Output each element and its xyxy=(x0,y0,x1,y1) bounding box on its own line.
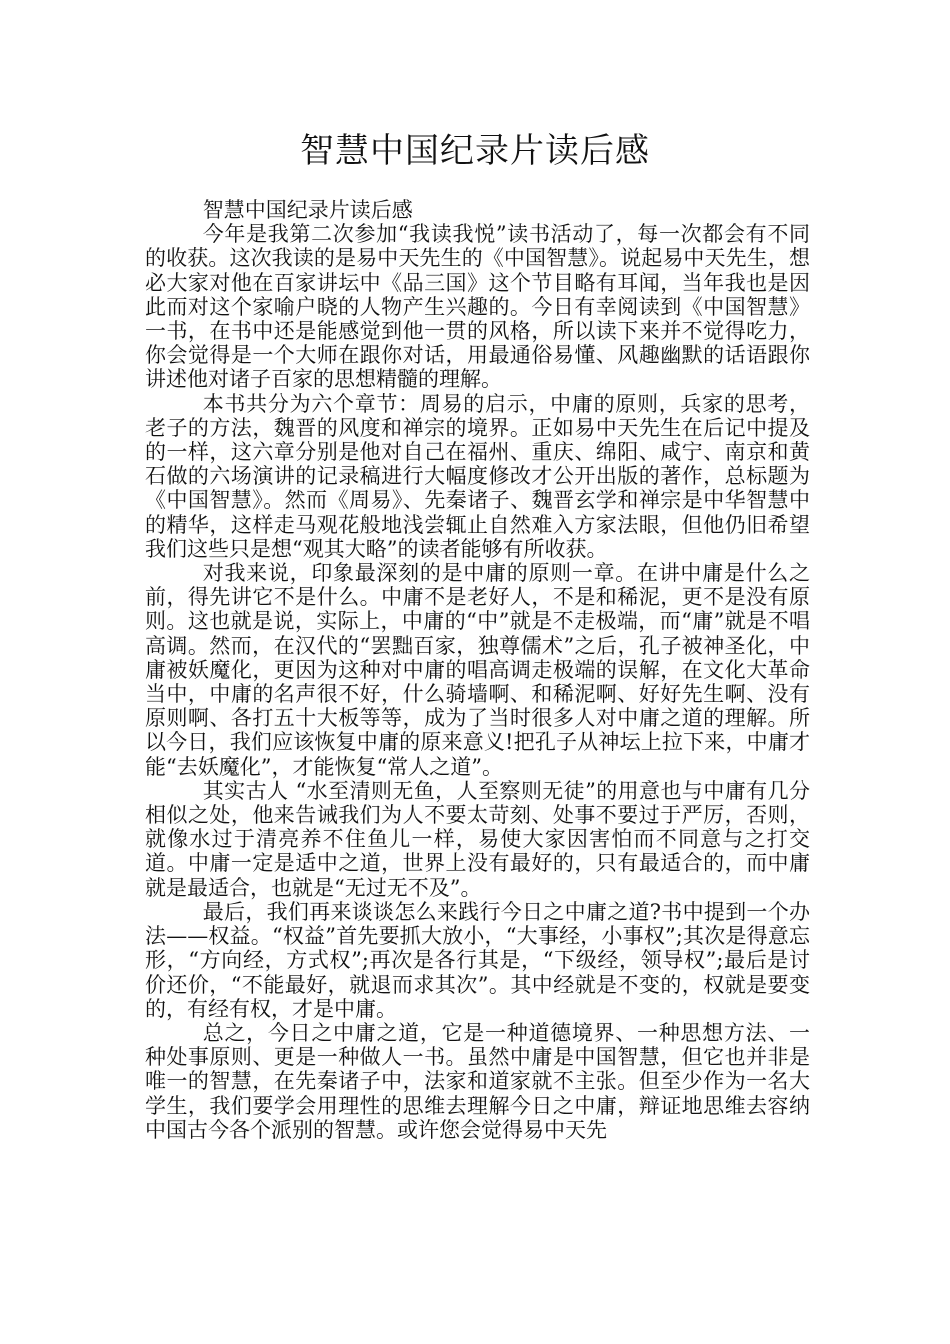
body-paragraph: 总之，今日之中庸之道，它是一种道德境界、一种思想方法、一种处事原则、更是一种做人一书。虽然中庸是中国智慧，但它也并非是唯一的智慧，在先秦诸子中，法家和道家就不主张。但至少作为一名大学生，我们要学会用理性的思维去理解今日之中庸，辩证地思维去容纳中国古今各个派别的智慧。或许您会觉得易中天先 xyxy=(145,1020,810,1142)
document-body xyxy=(145,198,810,1142)
document-subtitle-paragraph: 智慧中国纪录片读后感 xyxy=(202,198,413,222)
body-paragraph: 其实古人 “水至清则无鱼，人至察则无徒”的用意也与中庸有几分相似之处，他来告诫我们为人不要太苛刻、处事不要过于严厉，否则，就像水过于清亮养不住鱼儿一样，易使大家因害怕而不同意与之打交道。中庸一定是适中之道，世界上没有最好的，只有最适合的，而中庸就是最适合，也就是“无过无不及”。 xyxy=(145,778,810,900)
body-paragraph: 今年是我第二次参加“我读我悦”读书活动了，每一次都会有不同的收获。这次我读的是易中天先生的《中国智慧》。说起易中天先生，想必大家对他在百家讲坛中《品三国》这个节目略有耳闻，当年我也是因此而对这个家喻户晓的人物产生兴趣的。今日有幸阅读到《中国智慧》一书，在书中还是能感觉到他一贯的风格，所以读下来并不觉得吃力，你会觉得是一个大师在跟你对话，用最通俗易懂、风趣幽默的话语跟你讲述他对诸子百家的思想精髓的理解。 xyxy=(145,222,810,392)
body-paragraph: 对我来说，印象最深刻的是中庸的原则一章。在讲中庸是什么之前，得先讲它不是什么。中庸不是老好人，不是和稀泥，更不是没有原则。这也就是说，实际上，中庸的“中”就是不走极端，而“庸”就是不唱高调。然而，在汉代的“罢黜百家，独尊儒术”之后，孔子被神圣化，中庸被妖魔化，更因为这种对中庸的唱高调走极端的误解，在文化大革命当中，中庸的名声很不好，什么骑墙啊、和稀泥啊、好好先生啊、没有原则啊、各打五十大板等等，成为了当时很多人对中庸之道的理解。所以今日，我们应该恢复中庸的原来意义!把孔子从神坛上拉下来，中庸才能“去妖魔化”，才能恢复“常人之道”。 xyxy=(145,561,810,779)
body-paragraph: 本书共分为六个章节：周易的启示，中庸的原则，兵家的思考，老子的方法，魏晋的风度和禅宗的境界。正如易中天先生在后记中提及的一样，这六章分别是他对自己在福州、重庆、绵阳、咸宁、南京和黄石做的六场演讲的记录稿进行大幅度修改才公开出版的著作，总标题为《中国智慧》。然而《周易》、先秦诸子、魏晋玄学和禅宗是中华智慧中的精华，这样走马观花般地浅尝辄止自然难入方家法眼，但他仍旧希望我们这些只是想“观其大略”的读者能够有所收获。 xyxy=(145,391,810,561)
document-title: 智慧中国纪录片读后感 xyxy=(300,131,650,171)
body-paragraph: 最后，我们再来谈谈怎么来践行今日之中庸之道?书中提到一个办法——权益。“权益”首先要抓大放小，“大事经，小事权”;其次是得意忘形，“方向经，方式权”;再次是各行其是，“下级经，领导权”;最后是讨价还价，“不能最好，就退而求其次”。其中经就是不变的，权就是要变的，有经有权，才是中庸。 xyxy=(145,899,810,1021)
